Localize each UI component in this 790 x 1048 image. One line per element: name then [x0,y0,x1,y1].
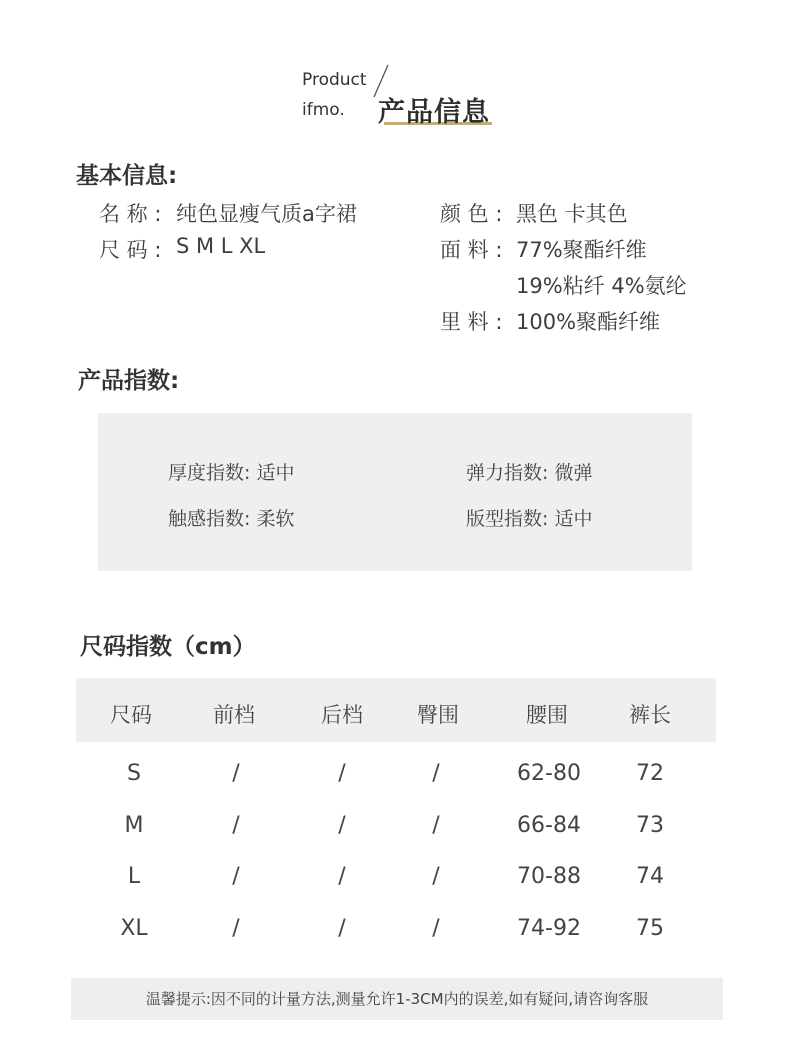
tip-text: 温馨提示:因不同的计量方法,测量允许1-3CM内的误差,如有疑问,请咨询客服 [145,990,649,1008]
lining-label: 里 料 : [440,310,503,334]
table-cell: M [124,813,144,838]
thickness-index: 厚度指数: 适中 [168,462,295,484]
table-cell: / [338,864,346,889]
size-value: S M L XL [176,234,266,258]
table-cell: L [127,864,141,889]
size-table-header-row [76,678,716,742]
table-cell: 72 [636,761,664,786]
table-header-front-rise: 前档 [213,703,255,727]
table-header-length: 裤长 [629,703,671,727]
size-label: 尺 码 : [99,238,162,262]
color-value: 黑色 卡其色 [516,202,628,226]
table-cell: 74 [636,864,664,889]
name-label: 名 称 : [99,202,162,226]
table-cell: / [338,761,346,786]
product-index-title: 产品指数: [78,368,180,394]
basic-info-title: 基本信息: [76,163,178,189]
table-cell: 66-84 [517,813,581,838]
table-cell: / [232,916,240,941]
table-cell: S [127,761,141,786]
touch-index: 触感指数: 柔软 [168,508,295,530]
table-cell: / [432,813,440,838]
size-table-title: 尺码指数（cm） [80,634,256,660]
product-index-panel [98,413,692,571]
table-cell: / [432,864,440,889]
table-cell: / [338,916,346,941]
table-cell: 74-92 [517,916,581,941]
table-cell: / [432,761,440,786]
table-header-size: 尺码 [110,703,152,727]
fabric-value-line2: 19%粘纤 4%氨纶 [516,274,687,298]
table-header-waist: 腰围 [526,703,568,727]
table-header-back-rise: 后档 [321,703,363,727]
table-cell: / [338,813,346,838]
table-cell: 75 [636,916,664,941]
name-value: 纯色显瘦气质a字裙 [176,202,357,226]
table-cell: / [432,916,440,941]
table-cell: 73 [636,813,664,838]
table-cell: / [232,864,240,889]
fabric-value-line1: 77%聚酯纤维 [516,238,647,262]
fabric-label: 面 料 : [440,238,503,262]
header-en-line1: Product [302,70,367,90]
table-header-hip: 臀围 [417,703,459,727]
table-cell: / [232,813,240,838]
table-cell: 70-88 [517,864,581,889]
header-en-line2: ifmo. [302,100,345,120]
lining-value: 100%聚酯纤维 [516,310,661,334]
table-cell: 62-80 [517,761,581,786]
table-cell: / [232,761,240,786]
color-label: 颜 色 : [440,202,503,226]
fit-index: 版型指数: 适中 [466,508,593,530]
page-title: 产品信息 [378,97,490,128]
table-cell: XL [120,916,148,941]
elasticity-index: 弹力指数: 微弹 [466,462,593,484]
